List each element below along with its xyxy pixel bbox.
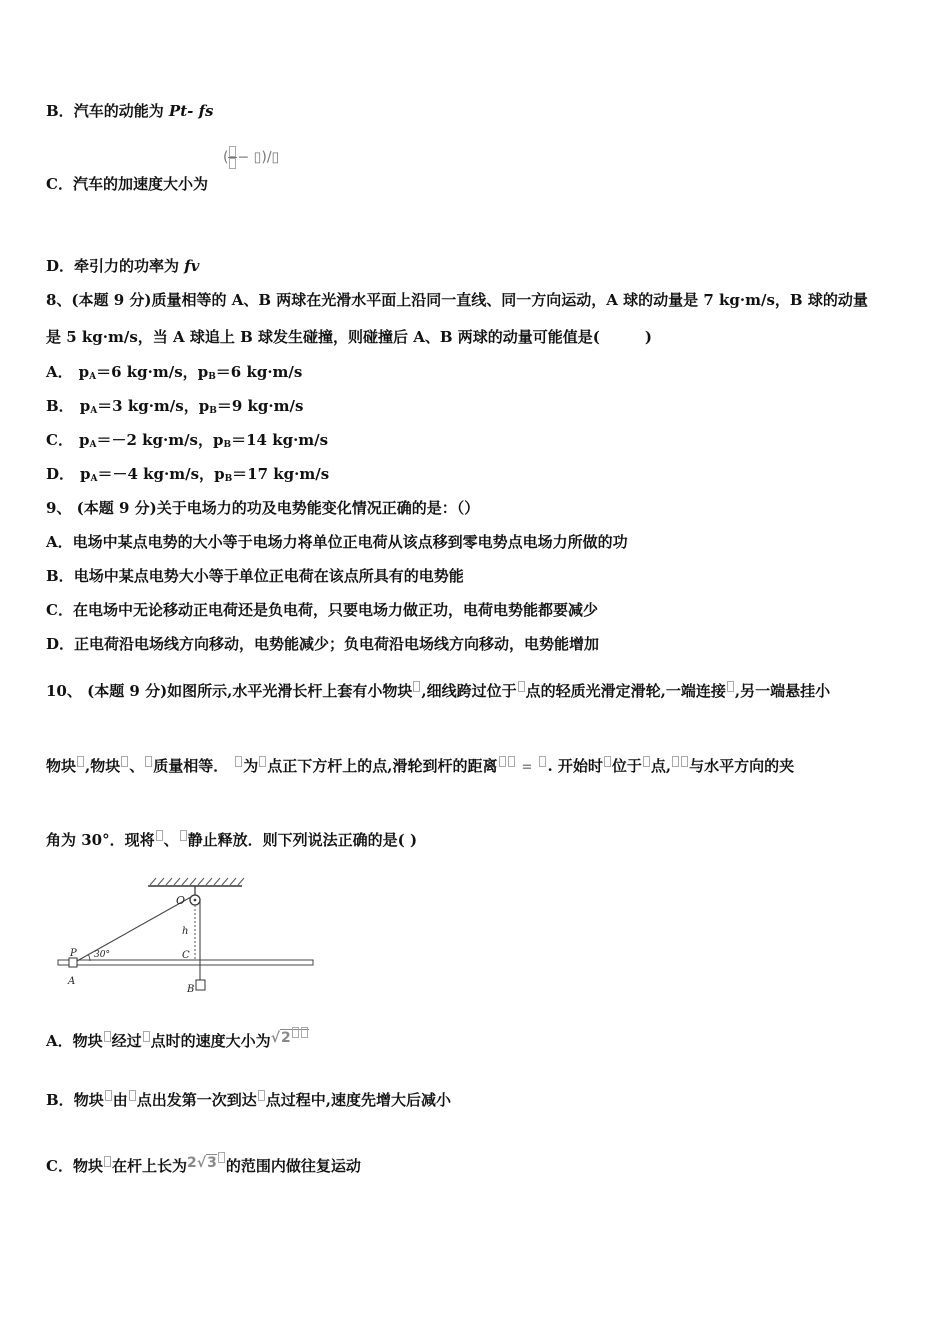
- label-p: P: [70, 948, 77, 959]
- q9-option-d: D．正电荷沿电场线方向移动，电势能减少；负电荷沿电场线方向移动，电势能增加: [46, 635, 600, 653]
- q9-option-c: C．在电场中无论移动正电荷还是负电荷，只要电场力做正功，电荷电势能都要减少: [46, 601, 598, 619]
- q9-option-a: A．电场中某点电势的大小等于电场力将单位正电荷从该点移到零电势点电场力所做的功: [46, 533, 628, 551]
- q8-option-c: C． $p_A=-2$ kg·m/s，$p_B=14$ kg·m/s: [46, 431, 329, 450]
- q8-option-a: A． $p_A=6$ kg·m/s，$p_B=6$ kg·m/s: [46, 363, 303, 382]
- block-b: [196, 980, 205, 990]
- q8-option-d: D． $p_A=-4$ kg·m/s，$p_B=17$ kg·m/s: [46, 465, 330, 484]
- pulley-diagram: [50, 874, 320, 1000]
- pulley-axle: [194, 899, 197, 902]
- q9-option-b: B．电场中某点电势大小等于单位正电荷在该点所具有的电势能: [46, 567, 464, 585]
- q10-option-b: B．物块 由 点出发第一次到达 点过程中,速度先增大后减小: [46, 1091, 451, 1109]
- sqrt-expression: 2√3: [187, 1155, 226, 1171]
- placeholder-glyph: [229, 146, 236, 157]
- ceiling-hatch: [150, 878, 244, 885]
- label-b: B: [187, 984, 195, 995]
- label-h: h: [182, 926, 189, 937]
- label-angle: 30°: [94, 950, 110, 960]
- q7-acceleration-formula: ( − ▯)/▯: [223, 146, 279, 169]
- q8-option-b: B． $p_A=3$ kg·m/s，$p_B=9$ kg·m/s: [46, 397, 304, 416]
- q10-stem-line2: 物块 ,物块 、 质量相等． 为 点正下方杆上的点,滑轮到杆的距离 = . 开始时 位于 点, 与水平方向的夹: [46, 757, 795, 775]
- q10-stem-line3: 角为 30°．现将 、 静止释放．则下列说法正确的是( ): [46, 831, 418, 849]
- block-a: [69, 958, 77, 967]
- label-o: O: [176, 894, 186, 907]
- q7-option-d: D．牵引力的功率为 fv: [46, 257, 200, 275]
- q8-stem-line2: 是 5 kg·m/s，当 A 球追上 B 球发生碰撞，则碰撞后 A、B 两球的动量可能值是( ): [46, 328, 652, 346]
- sqrt-expression: √2: [271, 1029, 309, 1046]
- q7-option-b: B．汽车的动能为 Pt- fs: [46, 102, 214, 120]
- q10-stem-line1: 10、 (本题 9 分)如图所示,水平光滑长杆上套有小物块 ,细线跨过位于 点的轻质光滑定滑轮,一端连接 ,另一端悬挂小: [46, 682, 831, 700]
- label-c: C: [182, 950, 190, 961]
- q7-option-c: C．汽车的加速度大小为: [46, 175, 208, 193]
- label-a: A: [68, 976, 76, 987]
- placeholder-glyph: [229, 158, 236, 169]
- q9-stem: 9、 (本题 9 分)关于电场力的功及电势能变化情况正确的是：（）: [46, 499, 480, 517]
- q8-stem-line1: 8、(本题 9 分)质量相等的 A、B 两球在光滑水平面上沿同一直线、同一方向运动，A 球的动量是 7 kg·m/s，B 球的动量: [46, 291, 868, 309]
- q10-option-c: C．物块 在杆上长为2√3 的范围内做往复运动: [46, 1152, 361, 1176]
- q10-option-a: A．物块 经过 点时的速度大小为√2: [46, 1027, 309, 1051]
